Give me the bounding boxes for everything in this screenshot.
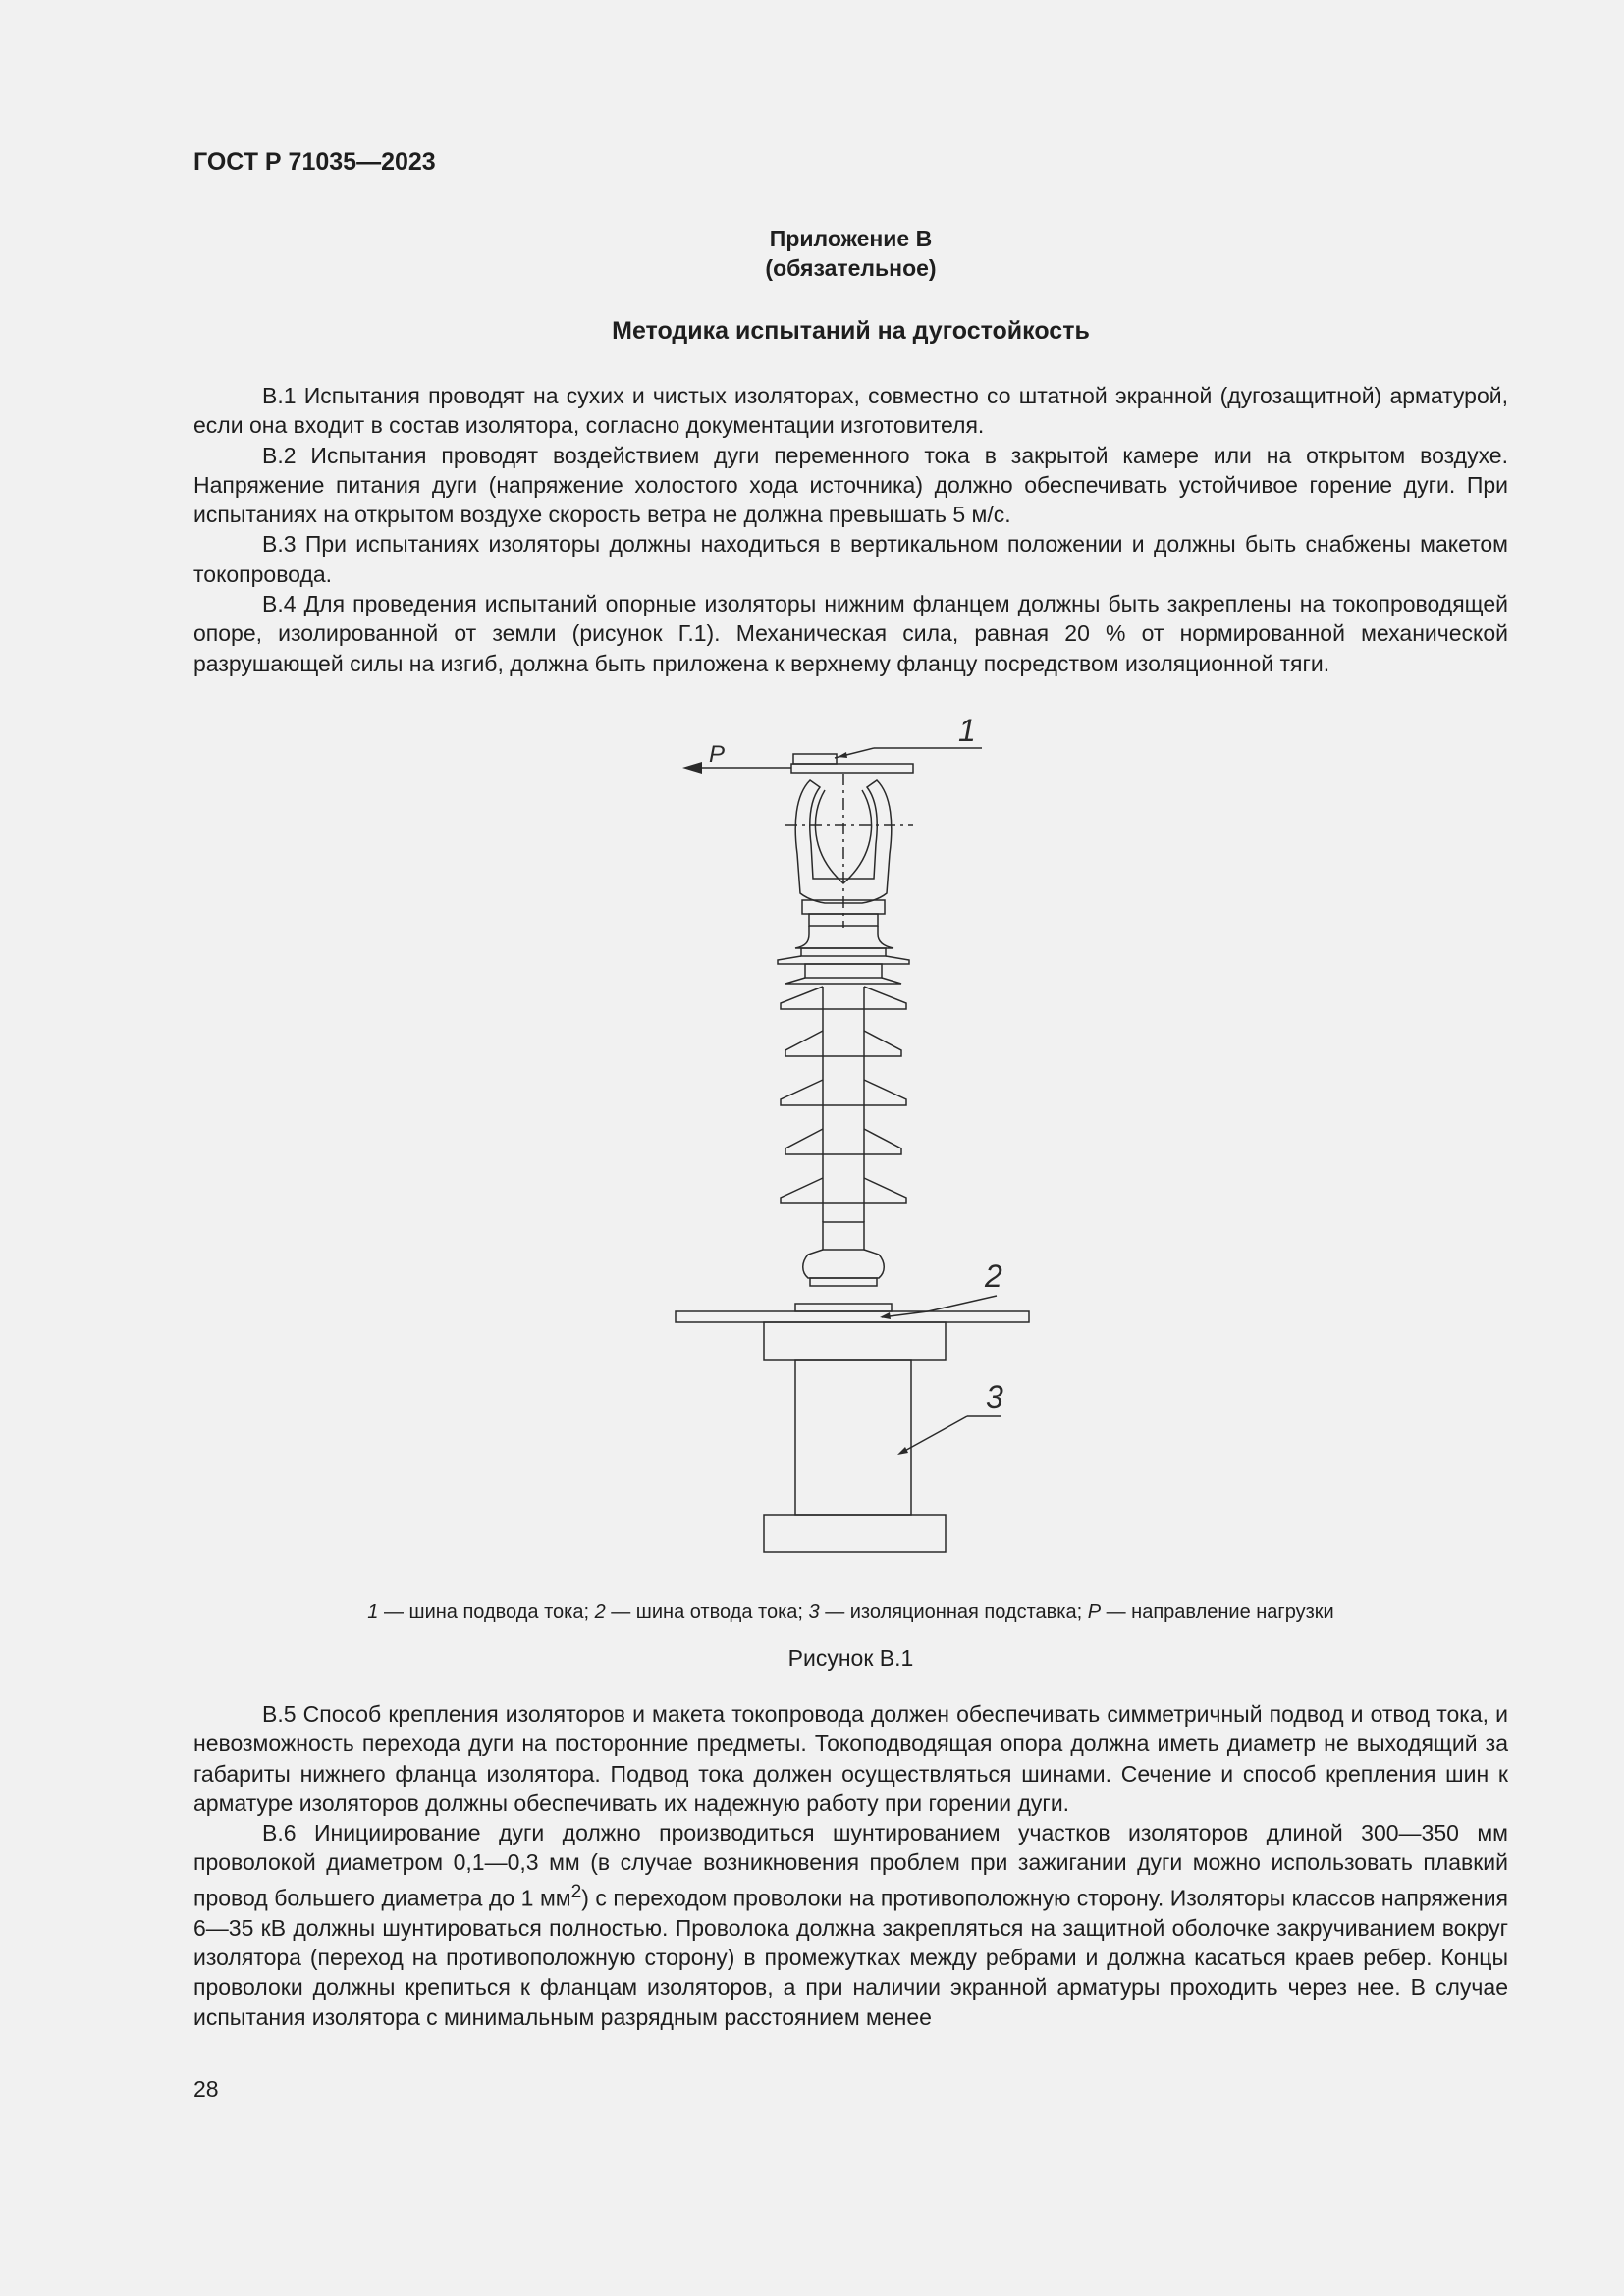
lower-fitting-body	[803, 1250, 885, 1278]
legend-num-3: 3	[808, 1601, 820, 1623]
insulator-test-figure	[628, 707, 1051, 1561]
paragraph-b2: В.2 Испытания проводят воздействием дуги переменного тока в закрытой камере или на открытом воздухе. Напряжение питания дуги (напряжение холостого хода источника) должно обеспечивать устойчивое горение дуги. При испытаниях на открытом воздухе скорость ветра не должна превышать 5 м/с.	[193, 442, 1508, 528]
lower-flange	[810, 1278, 877, 1286]
lower-fitting-neck	[823, 1222, 864, 1250]
legend-p: P	[1087, 1601, 1102, 1623]
paragraph-b6-part-a: В.6 Инициирование дуги должно производиться шунтированием участков изоляторов длиной 300—350 мм проволокой диаметром 0,1—0,3 мм (в случае возникновения проблем при зажигании дуги можно использовать плавкий провод большего диаметра до 1 мм	[193, 1820, 1508, 1911]
label-3: 3	[986, 1379, 1003, 1415]
annex-number: Приложение В	[769, 226, 933, 251]
shed-1	[781, 987, 906, 1009]
shed-2	[785, 1031, 901, 1056]
body-text-bottom	[193, 1699, 1508, 2032]
legend-num-1: 1	[367, 1601, 379, 1623]
label-1: 1	[958, 713, 976, 748]
top-bus-bar	[791, 764, 913, 773]
upper-flange-lip	[778, 956, 909, 964]
paragraph-b3: В.3 При испытаниях изоляторы должны находиться в вертикальном положении и должны быть снабжены макетом токопровода.	[193, 531, 1508, 587]
upper-flange-body	[805, 964, 882, 978]
figure-caption: Рисунок В.1	[787, 1645, 914, 1671]
top-bus-block	[793, 754, 837, 764]
superscript-2: 2	[570, 1881, 582, 1902]
stand-bottom-block	[764, 1515, 946, 1552]
legend-text-p: — направление нагрузки	[1101, 1601, 1334, 1623]
bottom-bus-bar	[676, 1311, 1029, 1322]
body-text-top	[193, 381, 1508, 678]
leader-shelf-2	[928, 1296, 997, 1311]
shed-4	[785, 1129, 901, 1154]
legend-text-3: — изоляционная подставка;	[819, 1601, 1088, 1623]
leader-arrow-1	[838, 752, 847, 758]
upper-fitting-neck	[795, 926, 893, 948]
stand-column	[795, 1360, 911, 1515]
document-header: ГОСТ Р 71035—2023	[193, 148, 436, 176]
paragraph-b5: В.5 Способ крепления изоляторов и макета токопровода должен обеспечивать симметричный подвод и отвод тока, и невозможность перехода дуги на посторонние предметы. Токоподводящая опора должна иметь диаметр не выходящий за габариты нижнего фланца изолятора. Подвод тока должен осуществляться шинами. Сечение и способ крепления шин к арматуре изоляторов должны обеспечивать их надежную работу при горении дуги.	[193, 1701, 1508, 1816]
leader-arrow-2	[880, 1312, 891, 1319]
annex-status: (обязательное)	[765, 255, 937, 281]
bottom-plate	[795, 1304, 892, 1311]
paragraph-b6	[193, 1818, 1508, 2032]
annex-title	[193, 224, 1508, 283]
shed-3	[781, 1080, 906, 1105]
paragraph-b4: В.4 Для проведения испытаний опорные изоляторы нижним фланцем должны быть закреплены на токопроводящей опоре, изолированной от земли (рисунок Г.1). Механическая сила, равная 20 % от нормированной механической разрушающей силы на изгиб, должна быть приложена к верхнему фланцу посредством изоляционной тяги.	[193, 591, 1508, 676]
upper-fitting-band	[801, 948, 886, 956]
paragraph-b1: В.1 Испытания проводят на сухих и чистых изоляторах, совместно со штатной экранной (дугозащитной) арматурой, если она входит в состав изолятора, согласно документации изготовителя.	[193, 383, 1508, 439]
label-2: 2	[985, 1258, 1002, 1294]
upper-shed-top	[785, 978, 901, 984]
shed-5	[781, 1178, 906, 1203]
stand-top-block	[764, 1322, 946, 1360]
load-arrow-head	[682, 762, 702, 774]
legend-text-1: — шина подвода тока;	[378, 1601, 595, 1623]
leader-arrow-3	[897, 1447, 908, 1455]
legend-num-2: 2	[594, 1601, 606, 1623]
label-p: P	[709, 741, 726, 768]
section-title: Методика испытаний на дугостойкость	[612, 317, 1090, 345]
page-number: 28	[193, 2076, 219, 2102]
figure-legend	[193, 1601, 1508, 1624]
paragraph-b6-part-b: ) с переходом проволоки на противоположную сторону. Изоляторы классов напряжения 6—35 кВ должны шунтироваться полностью. Проволока должна закрепляться на защитной оболочке закручиванием вокруг изолятора (переход на противоположную сторону) в промежутках между ребрами и должна касаться краев ребер. Концы проволоки должны крепиться к фланцам изоляторов, а при наличии экранной арматуры проходить через нее. В случае испытания изолятора с минимальным разрядным расстоянием менее	[193, 1885, 1508, 2030]
legend-text-2: — шина отвода тока;	[605, 1601, 809, 1623]
